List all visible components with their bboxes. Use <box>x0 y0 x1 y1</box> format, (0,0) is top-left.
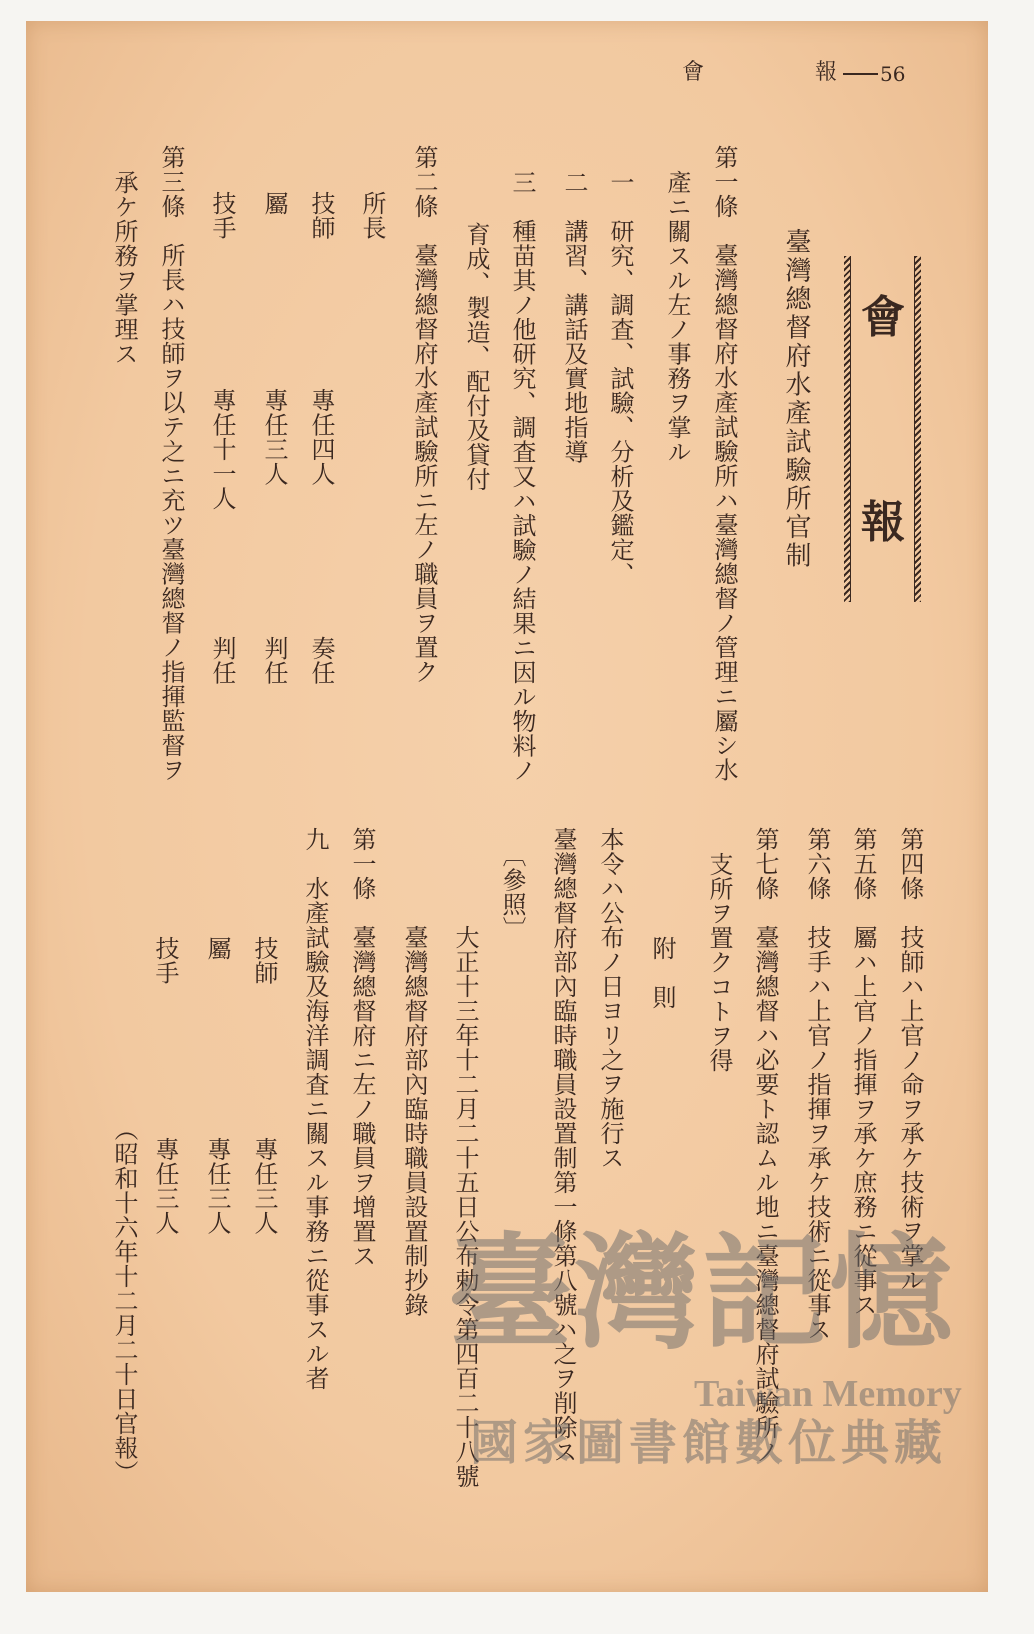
page-number: 56 <box>880 62 906 86</box>
staff-post: 屬 <box>260 191 288 216</box>
watermark-english: Taiwan Memory <box>694 1373 962 1415</box>
article-5-text: 第五條 屬ハ上官ノ指揮ヲ承ケ庶務ニ從事ス <box>849 827 877 1317</box>
masthead-char-top: 會 <box>861 292 905 343</box>
staff-post: 所長 <box>358 191 386 240</box>
masthead-char-bottom: 報 <box>861 497 905 548</box>
staff-rank: 判任 <box>208 636 236 685</box>
staff-post: 技手 <box>208 191 236 240</box>
staff-post: 技師 <box>307 191 335 240</box>
article-4-text: 第四條 技師ハ上官ノ命ヲ承ケ技術ヲ掌ル <box>896 827 924 1293</box>
article-1-item-2: 二 講習、講話及實地指導 <box>560 170 588 464</box>
article-2-text: 第二條 臺灣總督府水產試驗所ニ左ノ職員ヲ置ク <box>410 145 438 684</box>
supplementary-line-1: 本令ハ公布ノ日ヨリ之ヲ施行ス <box>596 827 624 1170</box>
article-1-item-3-line-2: 育成、製造、配付及貸付 <box>462 222 490 492</box>
reference-item-9: 九 水產試驗及海洋調査ニ關スル事務ニ從事スル者 <box>301 827 329 1391</box>
supplementary-line-2: 臺灣總督府部內臨時職員設置制第一條第八號ハ之ヲ削除ス <box>549 827 577 1464</box>
reference-staff-quota: 專任三人 <box>151 1137 179 1235</box>
reference-staff-post: 技手 <box>151 936 179 985</box>
reference-staff-post: 技師 <box>250 936 278 985</box>
watermark-logo: 臺灣記憶 <box>448 1221 957 1366</box>
reference-staff-post: 屬 <box>203 936 231 961</box>
reference-article-1: 第一條 臺灣總督府ニ左ノ職員ヲ增置ス <box>348 827 376 1268</box>
reference-title: 臺灣總督府部內臨時職員設置制抄錄 <box>400 925 428 1317</box>
staff-quota: 專任三人 <box>260 388 288 486</box>
article-1-line-1: 第一條 臺灣總督府水產試驗所ハ臺灣總督ノ管理ニ屬シ水 <box>710 145 738 782</box>
header-rule <box>843 73 878 75</box>
reference-label: 〔參照〕 <box>498 843 526 941</box>
staff-quota: 專任四人 <box>307 388 335 486</box>
article-3-line-2: 承ケ所務ヲ掌理ス <box>110 170 138 366</box>
article-3-line-1: 第三條 所長ハ技師ヲ以テ之ニ充ツ臺灣總督ノ指揮監督ヲ <box>157 145 185 782</box>
source-note: （昭和十六年十二月二十日官報） <box>110 1117 138 1485</box>
running-header-right-char: 報 <box>815 60 838 85</box>
article-6-text: 第六條 技手ハ上官ノ指揮ヲ承ケ技術ニ從事ス <box>803 827 831 1342</box>
ordinance-title: 臺灣總督府水產試驗所官制 <box>781 228 811 570</box>
masthead-box <box>842 256 924 602</box>
article-1-line-2: 產ニ關スル左ノ事務ヲ掌ル <box>663 170 691 464</box>
staff-quota: 專任十一人 <box>208 388 236 511</box>
article-7-line-1: 第七條 臺灣總督ハ必要ト認ムル地ニ臺灣總督府試驗所ノ <box>751 827 779 1464</box>
reference-staff-quota: 專任三人 <box>250 1137 278 1235</box>
article-7-line-2: 支所ヲ置クコトヲ得 <box>705 852 733 1073</box>
staff-rank: 判任 <box>260 636 288 685</box>
article-1-item-1: 一 研究、調査、試驗、分析及鑑定、 <box>606 170 634 587</box>
supplementary-heading: 附 則 <box>648 936 676 1010</box>
reference-staff-quota: 專任三人 <box>203 1137 231 1235</box>
article-1-item-3-line-1: 三 種苗其ノ他研究、調査又ハ試驗ノ結果ニ因ル物料ノ <box>508 170 536 783</box>
staff-rank: 奏任 <box>307 636 335 685</box>
reference-promulgation: 大正十三年十二月二十五日公布勅令第四百二十八號 <box>451 925 479 1489</box>
running-header-left-char: 會 <box>682 60 705 85</box>
watermark-institution: 國家圖書館數位典藏 <box>470 1415 948 1471</box>
